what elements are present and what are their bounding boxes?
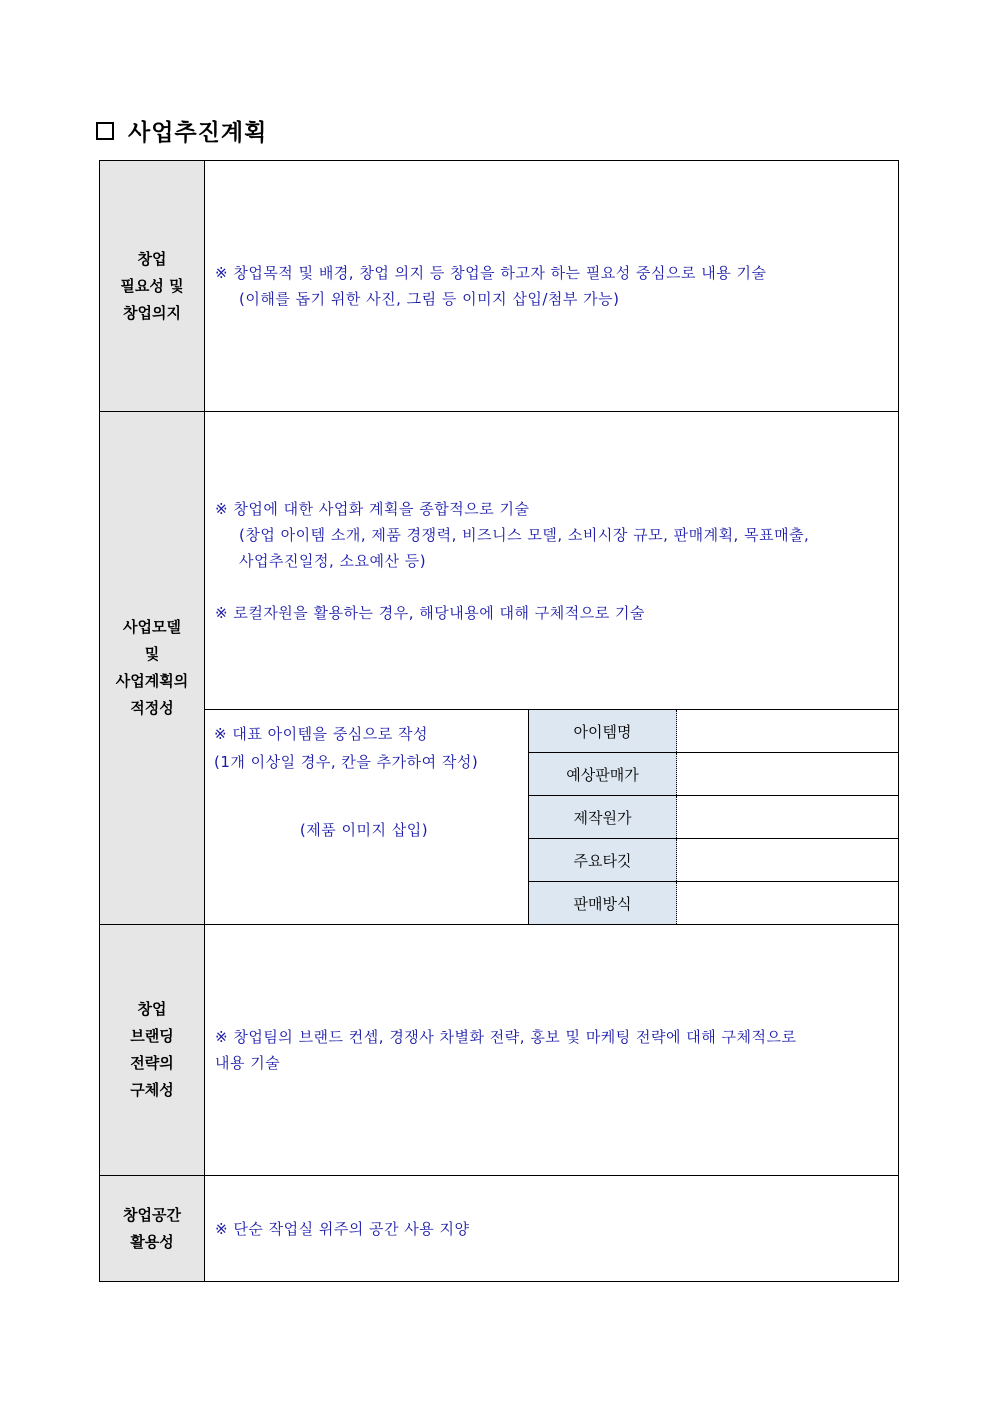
item-field-row: [529, 882, 898, 924]
production-cost-input[interactable]: [677, 796, 898, 838]
label-line: 구체성: [130, 1081, 174, 1099]
content-cell-business-model[interactable]: [205, 412, 899, 710]
label-line: 창업공간: [123, 1205, 181, 1224]
guide-note: ※ 로컬자원을 활용하는 경우, 해당내용에 대해 구체적으로 기술: [215, 603, 645, 622]
row-label-necessity: [100, 161, 205, 412]
guide-note: (이해를 돕기 위한 사진, 그림 등 이미지 삽입/첨부 가능): [239, 290, 620, 308]
item-detail-cell: [205, 710, 899, 925]
item-image-area[interactable]: [205, 710, 529, 924]
item-field-label: 아이템명: [529, 710, 677, 752]
section-title: [96, 114, 267, 147]
guide-note: 내용 기술: [215, 1054, 281, 1072]
content-cell-space[interactable]: [205, 1176, 899, 1282]
guide-note: ※ 단순 작업실 위주의 공간 사용 지양: [215, 1219, 470, 1238]
guide-note: ※ 대표 아이템을 중심으로 작성: [214, 725, 429, 743]
guide-note: ※ 창업에 대한 사업화 계획을 종합적으로 기술: [215, 499, 530, 518]
label-line: 사업계획의: [115, 672, 189, 690]
item-fields: [529, 710, 898, 924]
guide-note: (창업 아이템 소개, 제품 경쟁력, 비즈니스 모델, 소비시장 규모, 판매계획, 목표매출,: [239, 525, 810, 544]
row-label-space: [100, 1176, 205, 1282]
expected-price-input[interactable]: [677, 753, 898, 795]
guide-note: 사업추진일정, 소요예산 등): [239, 551, 427, 570]
guide-note: ※ 창업목적 및 배경, 창업 의지 등 창업을 하고자 하는 필요성 중심으로 내용 기술: [215, 264, 767, 282]
content-cell-branding[interactable]: [205, 925, 899, 1176]
content-cell-necessity[interactable]: [205, 161, 899, 412]
item-field-row: [529, 710, 898, 753]
table-row: [100, 1176, 899, 1282]
table-row: [100, 925, 899, 1176]
label-line: 브랜딩: [130, 1027, 174, 1045]
table-row: [100, 412, 899, 710]
row-label-business-model: [100, 412, 205, 925]
guide-note: ※ 창업팀의 브랜드 컨셉, 경쟁사 차별화 전략, 홍보 및 마케팅 전략에 대해 구체적으로: [215, 1028, 797, 1046]
item-field-row: [529, 839, 898, 882]
section-title-text: 사업추진계획: [128, 120, 268, 146]
label-line: 창업: [137, 249, 167, 268]
item-field-label: 제작원가: [529, 796, 677, 838]
label-line: 사업모델: [123, 618, 181, 636]
label-line: 및: [144, 645, 160, 663]
item-field-label: 판매방식: [529, 882, 677, 924]
checkbox-square-icon: [96, 122, 114, 140]
label-line: 전략의: [130, 1054, 174, 1072]
label-line: 활용성: [130, 1232, 174, 1251]
item-name-input[interactable]: [677, 710, 898, 752]
label-line: 창업의지: [123, 303, 181, 322]
label-line: 창업: [137, 1000, 167, 1018]
business-plan-table: [99, 160, 899, 1282]
item-field-row: [529, 796, 898, 839]
main-target-input[interactable]: [677, 839, 898, 881]
sales-method-input[interactable]: [677, 882, 898, 924]
item-field-label: 주요타깃: [529, 839, 677, 881]
table-row: [100, 710, 899, 925]
row-label-branding: [100, 925, 205, 1176]
item-field-row: [529, 753, 898, 796]
label-line: 적정성: [130, 699, 174, 717]
table-row: [100, 161, 899, 412]
image-placeholder-note: (제품 이미지 삽입): [299, 821, 429, 839]
item-field-label: 예상판매가: [529, 753, 677, 795]
guide-note: (1개 이상일 경우, 칸을 추가하여 작성): [214, 753, 479, 771]
label-line: 필요성 및: [120, 276, 184, 295]
